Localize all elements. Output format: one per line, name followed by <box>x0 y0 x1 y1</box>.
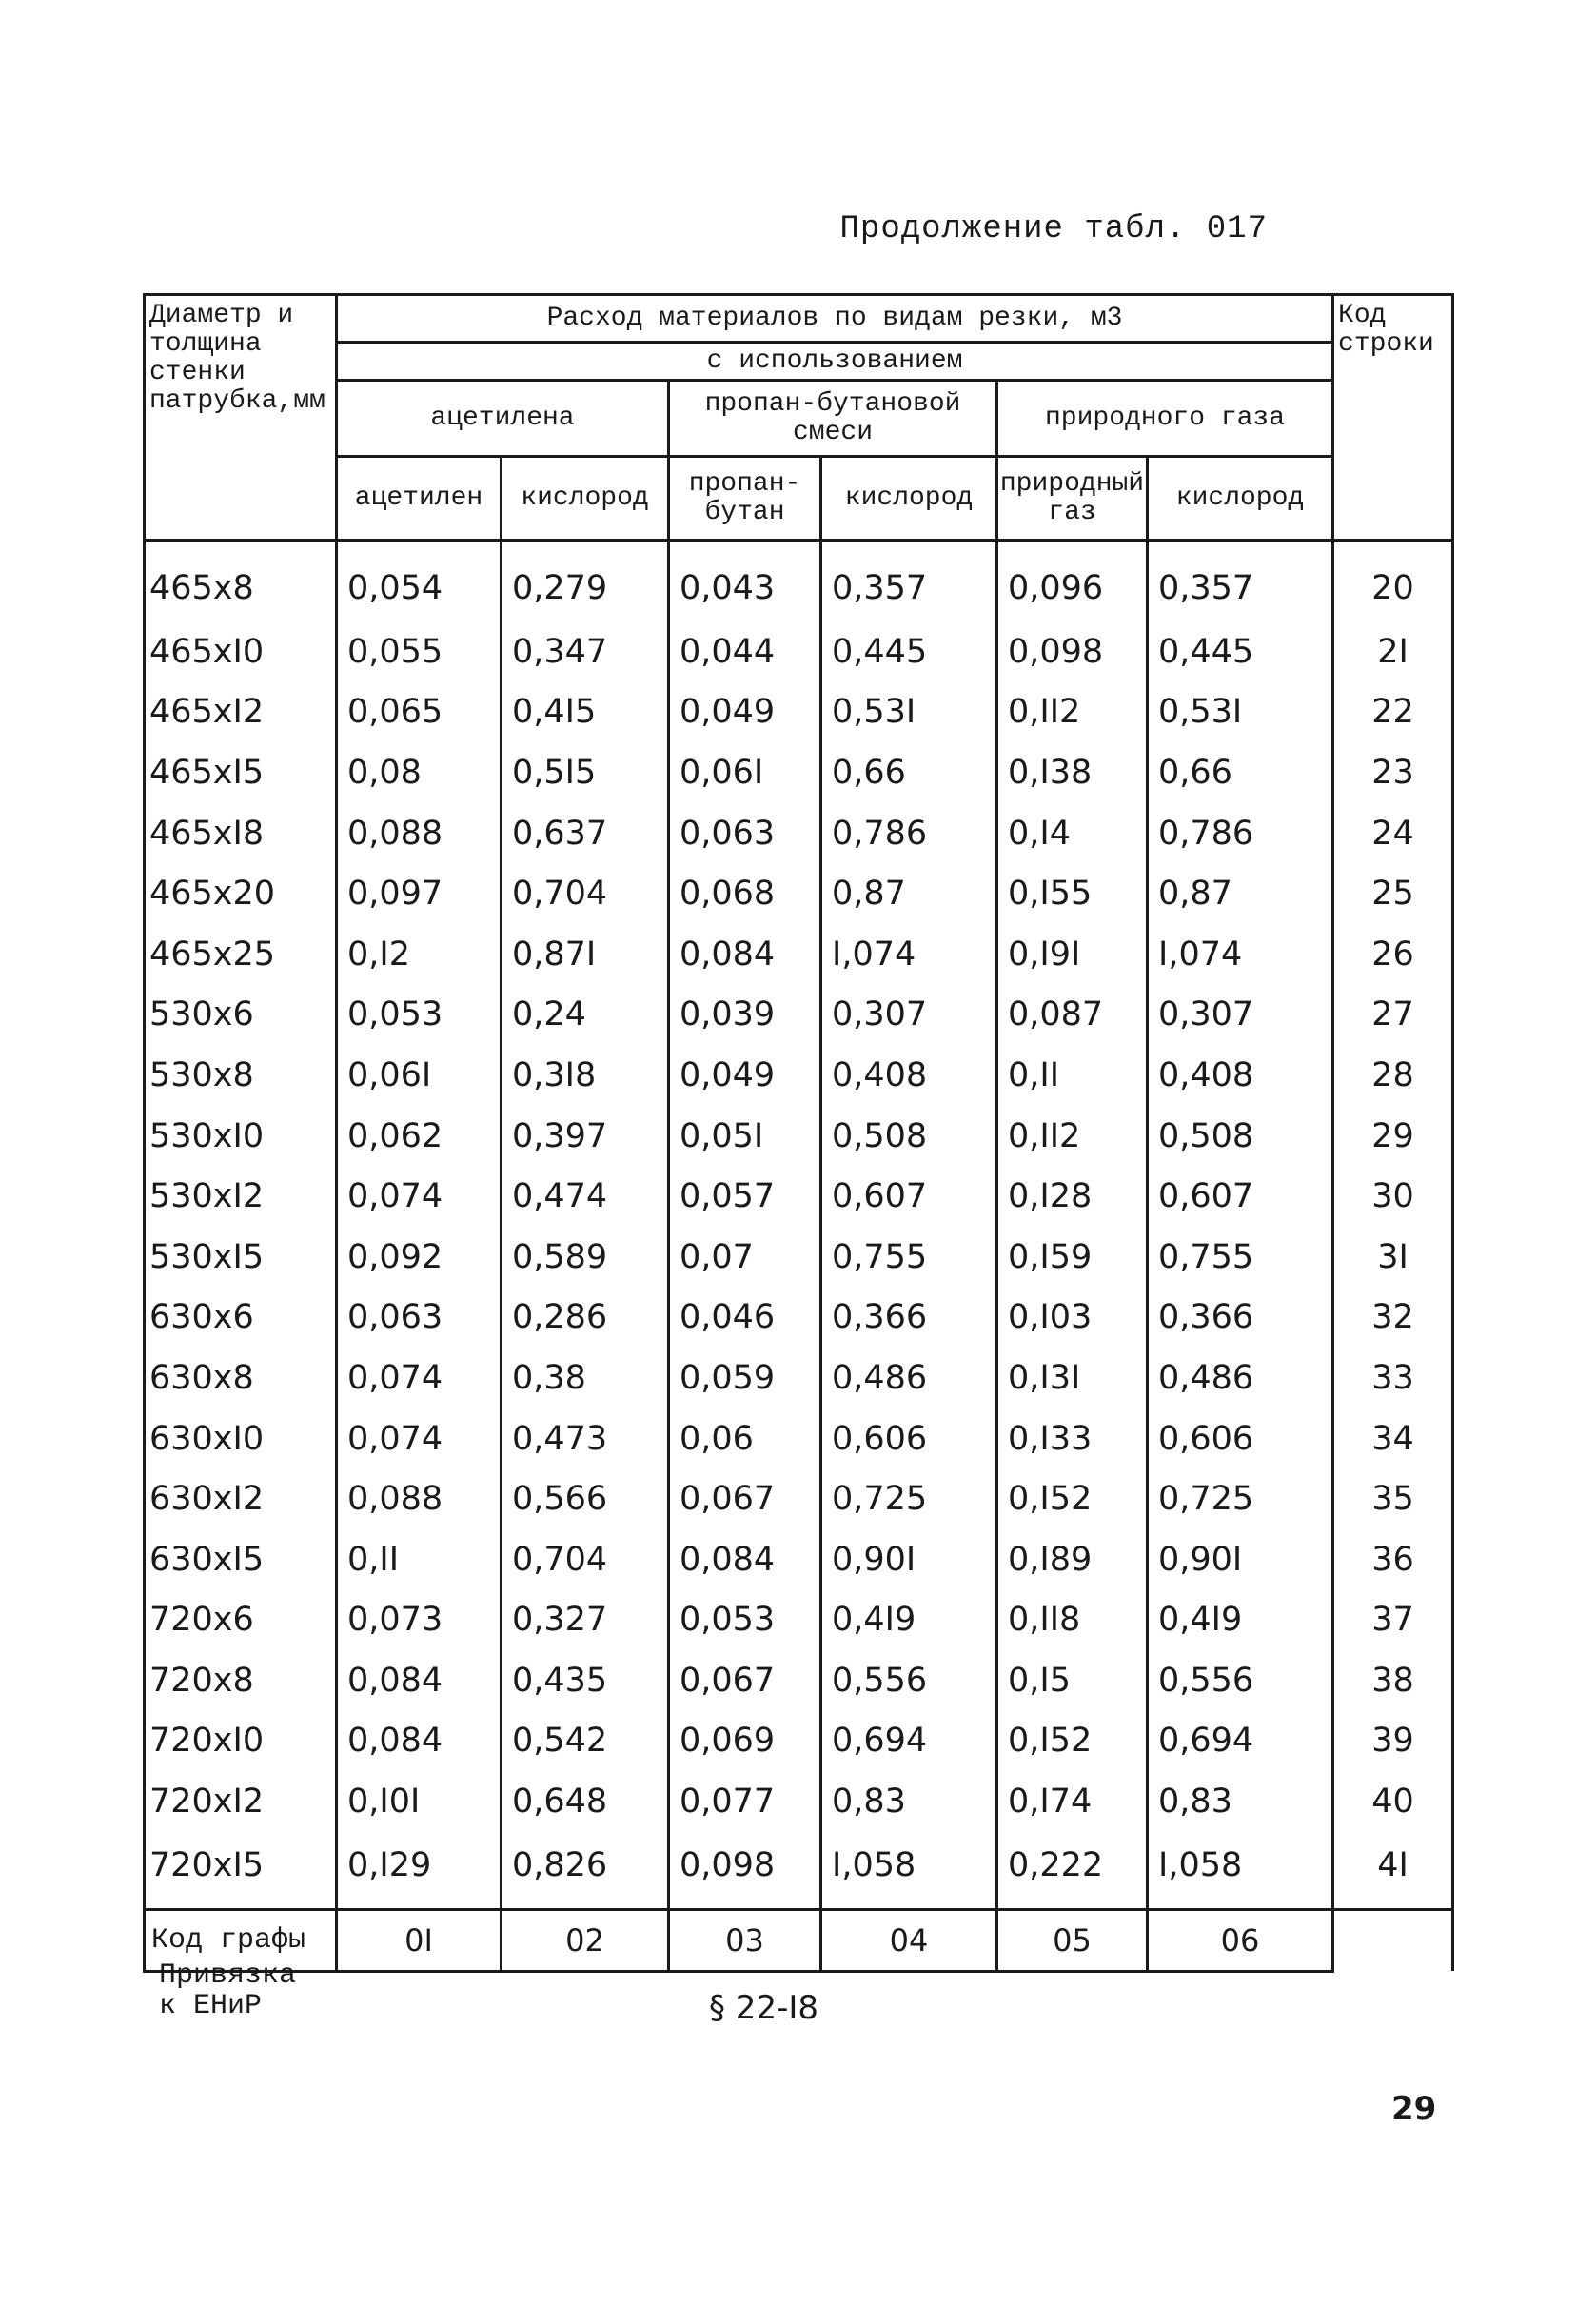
cell-value: 0,I52 <box>997 1711 1148 1772</box>
header-title: Расход материалов по видам резки, м3 <box>337 295 1333 343</box>
cell-value: 0,307 <box>821 985 997 1046</box>
cell-line-code: 39 <box>1333 1711 1453 1772</box>
header-group-natural-gas: природного газа <box>997 381 1333 457</box>
cell-dimension: 465х8 <box>145 541 337 622</box>
cell-value: 0,24 <box>502 985 669 1046</box>
cell-dimension: 530хI2 <box>145 1166 337 1227</box>
cell-value: 0,II8 <box>997 1590 1148 1651</box>
cell-value: 0,063 <box>669 803 821 864</box>
header-sub-acetylene: ацетилен <box>337 457 502 541</box>
cell-value: 0,06I <box>337 1045 502 1106</box>
cell-line-code: 38 <box>1333 1650 1453 1711</box>
cell-value: 0,I5 <box>997 1650 1148 1711</box>
cell-value: 0,566 <box>502 1468 669 1529</box>
cell-value: 0,222 <box>997 1832 1148 1910</box>
cell-value: 0,II <box>997 1045 1148 1106</box>
cell-line-code: 24 <box>1333 803 1453 864</box>
cell-value: 0,092 <box>337 1227 502 1288</box>
footer-code: 04 <box>821 1909 997 1971</box>
cell-value: 0,408 <box>1148 1045 1333 1106</box>
cell-line-code: 34 <box>1333 1408 1453 1469</box>
cell-value: 0,607 <box>1148 1166 1333 1227</box>
cell-value: 0,606 <box>821 1408 997 1469</box>
cell-dimension: 630х8 <box>145 1348 337 1408</box>
cell-value: 0,I0I <box>337 1771 502 1832</box>
cell-value: 0,054 <box>337 541 502 622</box>
cell-line-code: 22 <box>1333 682 1453 743</box>
cell-value: 0,755 <box>1148 1227 1333 1288</box>
cell-value: 0,3I8 <box>502 1045 669 1106</box>
cell-dimension: 465хI5 <box>145 742 337 803</box>
footer-code: 06 <box>1148 1909 1333 1971</box>
footer-code: 03 <box>669 1909 821 1971</box>
cell-line-code: 33 <box>1333 1348 1453 1408</box>
cell-value: 0,097 <box>337 863 502 924</box>
binding-reference: § 22-I8 <box>709 1989 818 2027</box>
cell-value: 0,II2 <box>997 682 1148 743</box>
cell-value: 0,08 <box>337 742 502 803</box>
header-line-code: Код строки <box>1333 295 1453 541</box>
cell-value: 0,704 <box>502 1529 669 1590</box>
table-row <box>145 1650 1453 1711</box>
cell-line-code: 23 <box>1333 742 1453 803</box>
cell-dimension: 630хI0 <box>145 1408 337 1469</box>
cell-value: 0,044 <box>669 621 821 682</box>
cell-value: 0,055 <box>337 621 502 682</box>
cell-value: 0,4I5 <box>502 682 669 743</box>
cell-value: 0,637 <box>502 803 669 864</box>
header-sub-oxygen-1: кислород <box>502 457 669 541</box>
cell-line-code: 28 <box>1333 1045 1453 1106</box>
cell-dimension: 630х6 <box>145 1288 337 1349</box>
cell-value: 0,397 <box>502 1106 669 1167</box>
cell-line-code: 27 <box>1333 985 1453 1046</box>
cell-dimension: 720х8 <box>145 1650 337 1711</box>
cell-value: 0,725 <box>821 1468 997 1529</box>
cell-value: 0,I59 <box>997 1227 1148 1288</box>
cell-line-code: 26 <box>1333 924 1453 985</box>
cell-value: 0,084 <box>337 1650 502 1711</box>
cell-value: 0,074 <box>337 1348 502 1408</box>
cell-value: 0,786 <box>821 803 997 864</box>
cell-value: 0,067 <box>669 1650 821 1711</box>
cell-value: 0,063 <box>337 1288 502 1349</box>
footer-code: 0I <box>337 1909 502 1971</box>
footer-empty-cell <box>1333 1909 1453 1971</box>
cell-value: 0,90I <box>821 1529 997 1590</box>
table-row <box>145 985 1453 1046</box>
cell-value: 0,039 <box>669 985 821 1046</box>
cell-value: 0,062 <box>337 1106 502 1167</box>
table-row <box>145 1771 1453 1832</box>
cell-dimension: 465хI2 <box>145 682 337 743</box>
cell-dimension: 530хI0 <box>145 1106 337 1167</box>
cell-value: 0,445 <box>1148 621 1333 682</box>
cell-dimension: 465х25 <box>145 924 337 985</box>
cell-value: 0,046 <box>669 1288 821 1349</box>
cell-value: 0,38 <box>502 1348 669 1408</box>
cell-value: 0,088 <box>337 1468 502 1529</box>
cell-value: 0,474 <box>502 1166 669 1227</box>
cell-value: 0,098 <box>997 621 1148 682</box>
cell-value: 0,067 <box>669 1468 821 1529</box>
cell-value: 0,I03 <box>997 1288 1148 1349</box>
header-sub-oxygen-3: кислород <box>1148 457 1333 541</box>
table-row <box>145 1166 1453 1227</box>
cell-line-code: 35 <box>1333 1468 1453 1529</box>
cell-value: 0,66 <box>1148 742 1333 803</box>
cell-dimension: 465хI0 <box>145 621 337 682</box>
cell-value: 0,486 <box>821 1348 997 1408</box>
cell-line-code: 37 <box>1333 1590 1453 1651</box>
cell-value: 0,087 <box>997 985 1148 1046</box>
cell-value: 0,87I <box>502 924 669 985</box>
cell-value: 0,347 <box>502 621 669 682</box>
cell-value: 0,05I <box>669 1106 821 1167</box>
table-row <box>145 1529 1453 1590</box>
cell-value: 0,357 <box>821 541 997 622</box>
cell-value: 0,049 <box>669 1045 821 1106</box>
cell-value: 0,074 <box>337 1408 502 1469</box>
table-row <box>145 1348 1453 1408</box>
cell-value: I,058 <box>1148 1832 1333 1910</box>
cell-value: 0,542 <box>502 1711 669 1772</box>
cell-value: 0,556 <box>1148 1650 1333 1711</box>
cell-value: I,058 <box>821 1832 997 1910</box>
header-sub-oxygen-2: кислород <box>821 457 997 541</box>
binding-label: Привязка к ЕНиР <box>159 1959 297 2022</box>
table-row <box>145 1590 1453 1651</box>
cell-value: 0,589 <box>502 1227 669 1288</box>
cell-dimension: 530х6 <box>145 985 337 1046</box>
cell-value: 0,098 <box>669 1832 821 1910</box>
table-row <box>145 541 1453 622</box>
cell-value: 0,I4 <box>997 803 1148 864</box>
cell-value: 0,53I <box>821 682 997 743</box>
cell-value: 0,83 <box>821 1771 997 1832</box>
cell-value: I,074 <box>1148 924 1333 985</box>
header-sub-propane-butane: пропан-бутан <box>669 457 821 541</box>
cell-line-code: 20 <box>1333 541 1453 622</box>
cell-value: 0,755 <box>821 1227 997 1288</box>
table-row <box>145 1106 1453 1167</box>
cell-dimension: 465хI8 <box>145 803 337 864</box>
cell-value: 0,53I <box>1148 682 1333 743</box>
table-row <box>145 863 1453 924</box>
cell-dimension: 465х20 <box>145 863 337 924</box>
cell-value: 0,486 <box>1148 1348 1333 1408</box>
table-row <box>145 1288 1453 1349</box>
cell-line-code: 40 <box>1333 1771 1453 1832</box>
cell-value: 0,508 <box>821 1106 997 1167</box>
cell-value: 0,87 <box>821 863 997 924</box>
header-dimension: Диаметр и толщина стенки патрубка,мм <box>145 295 337 541</box>
header-group-propane-butane: пропан-бутановой смеси <box>669 381 997 457</box>
table-row <box>145 1832 1453 1910</box>
cell-value: 0,694 <box>1148 1711 1333 1772</box>
table-row <box>145 621 1453 682</box>
cell-value: 0,445 <box>821 621 997 682</box>
cell-value: 0,II2 <box>997 1106 1148 1167</box>
cell-line-code: 25 <box>1333 863 1453 924</box>
cell-value: 0,556 <box>821 1650 997 1711</box>
footer-label: Код графы <box>145 1909 337 1971</box>
cell-value: 0,053 <box>337 985 502 1046</box>
cell-value: 0,I3I <box>997 1348 1148 1408</box>
cell-dimension: 630хI2 <box>145 1468 337 1529</box>
footer-code: 05 <box>997 1909 1148 1971</box>
cell-dimension: 720хI5 <box>145 1832 337 1910</box>
cell-value: 0,068 <box>669 863 821 924</box>
table-row <box>145 1227 1453 1288</box>
table-row <box>145 1468 1453 1529</box>
cell-value: 0,I9I <box>997 924 1148 985</box>
cell-dimension: 530х8 <box>145 1045 337 1106</box>
cell-value: 0,5I5 <box>502 742 669 803</box>
cell-value: 0,826 <box>502 1832 669 1910</box>
cell-line-code: 29 <box>1333 1106 1453 1167</box>
cell-value: 0,069 <box>669 1711 821 1772</box>
cell-dimension: 630хI5 <box>145 1529 337 1590</box>
page-number: 29 <box>1391 2090 1437 2128</box>
header-subtitle: с использованием <box>337 343 1333 381</box>
cell-value: 0,084 <box>669 924 821 985</box>
cell-value: 0,279 <box>502 541 669 622</box>
cell-line-code: 2I <box>1333 621 1453 682</box>
cell-value: 0,077 <box>669 1771 821 1832</box>
cell-value: 0,786 <box>1148 803 1333 864</box>
cell-value: 0,073 <box>337 1590 502 1651</box>
cell-value: 0,I33 <box>997 1408 1148 1469</box>
cell-value: 0,057 <box>669 1166 821 1227</box>
cell-value: 0,I28 <box>997 1166 1148 1227</box>
table-data-body <box>145 541 1453 1910</box>
cell-value: 0,06I <box>669 742 821 803</box>
cell-value: 0,4I9 <box>1148 1590 1333 1651</box>
cell-dimension: 720х6 <box>145 1590 337 1651</box>
cell-value: 0,606 <box>1148 1408 1333 1469</box>
cell-value: 0,I29 <box>337 1832 502 1910</box>
cell-value: 0,I89 <box>997 1529 1148 1590</box>
cell-value: 0,66 <box>821 742 997 803</box>
cell-value: 0,084 <box>337 1711 502 1772</box>
cell-value: 0,366 <box>1148 1288 1333 1349</box>
cell-value: 0,704 <box>502 863 669 924</box>
cell-line-code: 30 <box>1333 1166 1453 1227</box>
cell-value: 0,059 <box>669 1348 821 1408</box>
cell-value: 0,07 <box>669 1227 821 1288</box>
cell-value: 0,065 <box>337 682 502 743</box>
table-row <box>145 803 1453 864</box>
cell-value: 0,327 <box>502 1590 669 1651</box>
footer-code: 02 <box>502 1909 669 1971</box>
cell-value: 0,06 <box>669 1408 821 1469</box>
cell-line-code: 4I <box>1333 1832 1453 1910</box>
table-row <box>145 1045 1453 1106</box>
table-continuation-caption: Продолжение табл. 017 <box>839 211 1268 247</box>
cell-value: 0,307 <box>1148 985 1333 1046</box>
cell-value: 0,I74 <box>997 1771 1148 1832</box>
table-row <box>145 742 1453 803</box>
table-row <box>145 1711 1453 1772</box>
table-row <box>145 682 1453 743</box>
header-sub-natural-gas: природный газ <box>997 457 1148 541</box>
materials-consumption-table <box>143 293 1454 1973</box>
table-row <box>145 924 1453 985</box>
cell-line-code: 36 <box>1333 1529 1453 1590</box>
table-row <box>145 1408 1453 1469</box>
cell-value: 0,286 <box>502 1288 669 1349</box>
cell-value: 0,607 <box>821 1166 997 1227</box>
cell-value: 0,83 <box>1148 1771 1333 1832</box>
materials-table-wrap <box>143 293 1451 1973</box>
cell-value: 0,366 <box>821 1288 997 1349</box>
cell-value: I,074 <box>821 924 997 985</box>
cell-value: 0,043 <box>669 541 821 622</box>
cell-value: 0,87 <box>1148 863 1333 924</box>
cell-value: 0,I38 <box>997 742 1148 803</box>
cell-value: 0,473 <box>502 1408 669 1469</box>
cell-value: 0,I55 <box>997 863 1148 924</box>
cell-value: 0,357 <box>1148 541 1333 622</box>
cell-value: 0,I52 <box>997 1468 1148 1529</box>
cell-value: 0,049 <box>669 682 821 743</box>
cell-value: 0,053 <box>669 1590 821 1651</box>
cell-dimension: 720хI0 <box>145 1711 337 1772</box>
cell-value: 0,4I9 <box>821 1590 997 1651</box>
cell-dimension: 720хI2 <box>145 1771 337 1832</box>
cell-value: 0,088 <box>337 803 502 864</box>
cell-line-code: 32 <box>1333 1288 1453 1349</box>
cell-value: 0,I2 <box>337 924 502 985</box>
cell-value: 0,II <box>337 1529 502 1590</box>
header-group-acetylene: ацетилена <box>337 381 669 457</box>
cell-value: 0,074 <box>337 1166 502 1227</box>
cell-value: 0,435 <box>502 1650 669 1711</box>
cell-dimension: 530хI5 <box>145 1227 337 1288</box>
cell-value: 0,90I <box>1148 1529 1333 1590</box>
cell-line-code: 3I <box>1333 1227 1453 1288</box>
cell-value: 0,725 <box>1148 1468 1333 1529</box>
cell-value: 0,096 <box>997 541 1148 622</box>
cell-value: 0,648 <box>502 1771 669 1832</box>
cell-value: 0,408 <box>821 1045 997 1106</box>
cell-value: 0,084 <box>669 1529 821 1590</box>
cell-value: 0,508 <box>1148 1106 1333 1167</box>
cell-value: 0,694 <box>821 1711 997 1772</box>
